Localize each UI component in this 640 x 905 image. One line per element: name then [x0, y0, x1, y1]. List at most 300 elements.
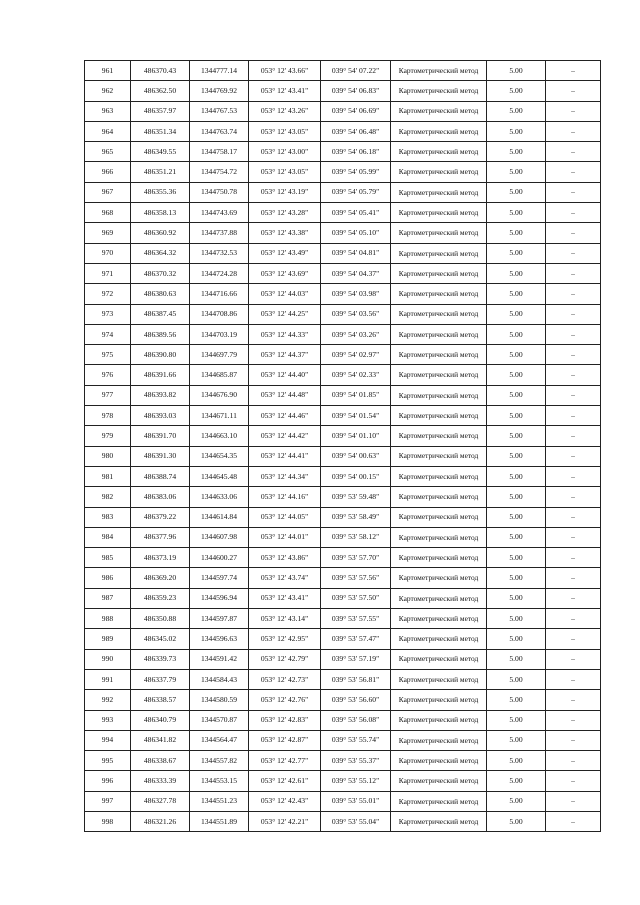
- coord-x-cell: 486349.55: [131, 142, 190, 162]
- table-row: [85, 507, 601, 527]
- note-cell: –: [546, 284, 601, 304]
- table-row: [85, 142, 601, 162]
- coord-y-cell: 1344769.92: [190, 81, 249, 101]
- coord-y-cell: 1344580.59: [190, 690, 249, 710]
- table-row: [85, 791, 601, 811]
- latitude-cell: 053° 12' 43.66": [249, 61, 321, 81]
- method-cell: Картометрический метод: [391, 101, 487, 121]
- table-row: [85, 548, 601, 568]
- accuracy-cell: 5.00: [487, 771, 546, 791]
- coord-y-cell: 1344743.69: [190, 203, 249, 223]
- accuracy-cell: 5.00: [487, 182, 546, 202]
- point-number-cell: 976: [85, 365, 131, 385]
- coord-y-cell: 1344654.35: [190, 446, 249, 466]
- latitude-cell: 053° 12' 42.83": [249, 710, 321, 730]
- point-number-cell: 977: [85, 385, 131, 405]
- method-cell: Картометрический метод: [391, 527, 487, 547]
- note-cell: –: [546, 223, 601, 243]
- coord-x-cell: 486377.96: [131, 527, 190, 547]
- longitude-cell: 039° 53' 55.04": [321, 811, 391, 831]
- accuracy-cell: 5.00: [487, 669, 546, 689]
- table-row: [85, 730, 601, 750]
- point-number-cell: 964: [85, 121, 131, 141]
- method-cell: Картометрический метод: [391, 710, 487, 730]
- method-cell: Картометрический метод: [391, 446, 487, 466]
- method-cell: Картометрический метод: [391, 609, 487, 629]
- note-cell: –: [546, 568, 601, 588]
- note-cell: –: [546, 101, 601, 121]
- longitude-cell: 039° 54' 01.85": [321, 385, 391, 405]
- coord-x-cell: 486340.79: [131, 710, 190, 730]
- latitude-cell: 053° 12' 43.86": [249, 548, 321, 568]
- longitude-cell: 039° 54' 03.26": [321, 324, 391, 344]
- coord-y-cell: 1344758.17: [190, 142, 249, 162]
- method-cell: Картометрический метод: [391, 61, 487, 81]
- note-cell: –: [546, 81, 601, 101]
- coord-y-cell: 1344591.42: [190, 649, 249, 669]
- note-cell: –: [546, 811, 601, 831]
- table-row: [85, 324, 601, 344]
- table-row: [85, 710, 601, 730]
- method-cell: Картометрический метод: [391, 243, 487, 263]
- longitude-cell: 039° 54' 04.37": [321, 263, 391, 283]
- coord-x-cell: 486357.97: [131, 101, 190, 121]
- note-cell: –: [546, 406, 601, 426]
- longitude-cell: 039° 54' 05.41": [321, 203, 391, 223]
- coord-y-cell: 1344596.94: [190, 588, 249, 608]
- accuracy-cell: 5.00: [487, 527, 546, 547]
- latitude-cell: 053° 12' 43.05": [249, 121, 321, 141]
- coord-y-cell: 1344708.86: [190, 304, 249, 324]
- longitude-cell: 039° 53' 55.12": [321, 771, 391, 791]
- method-cell: Картометрический метод: [391, 284, 487, 304]
- coord-x-cell: 486391.30: [131, 446, 190, 466]
- table-row: [85, 81, 601, 101]
- method-cell: Картометрический метод: [391, 548, 487, 568]
- coord-x-cell: 486379.22: [131, 507, 190, 527]
- accuracy-cell: 5.00: [487, 548, 546, 568]
- coordinates-table-body: [85, 61, 601, 832]
- coord-y-cell: 1344777.14: [190, 61, 249, 81]
- accuracy-cell: 5.00: [487, 811, 546, 831]
- accuracy-cell: 5.00: [487, 588, 546, 608]
- longitude-cell: 039° 53' 57.19": [321, 649, 391, 669]
- latitude-cell: 053° 12' 44.16": [249, 487, 321, 507]
- latitude-cell: 053° 12' 44.33": [249, 324, 321, 344]
- coord-x-cell: 486339.73: [131, 649, 190, 669]
- coord-x-cell: 486333.39: [131, 771, 190, 791]
- table-row: [85, 588, 601, 608]
- latitude-cell: 053° 12' 43.00": [249, 142, 321, 162]
- note-cell: –: [546, 426, 601, 446]
- point-number-cell: 997: [85, 791, 131, 811]
- point-number-cell: 978: [85, 406, 131, 426]
- coord-y-cell: 1344716.66: [190, 284, 249, 304]
- table-row: [85, 121, 601, 141]
- note-cell: –: [546, 345, 601, 365]
- method-cell: Картометрический метод: [391, 669, 487, 689]
- latitude-cell: 053° 12' 43.19": [249, 182, 321, 202]
- table-row: [85, 365, 601, 385]
- coord-x-cell: 486345.02: [131, 629, 190, 649]
- latitude-cell: 053° 12' 43.69": [249, 263, 321, 283]
- latitude-cell: 053° 12' 43.26": [249, 101, 321, 121]
- coord-x-cell: 486388.74: [131, 466, 190, 486]
- coord-x-cell: 486387.45: [131, 304, 190, 324]
- table-row: [85, 426, 601, 446]
- latitude-cell: 053° 12' 42.43": [249, 791, 321, 811]
- method-cell: Картометрический метод: [391, 690, 487, 710]
- table-row: [85, 61, 601, 81]
- latitude-cell: 053° 12' 44.01": [249, 527, 321, 547]
- accuracy-cell: 5.00: [487, 345, 546, 365]
- coord-y-cell: 1344597.87: [190, 609, 249, 629]
- note-cell: –: [546, 203, 601, 223]
- accuracy-cell: 5.00: [487, 426, 546, 446]
- point-number-cell: 998: [85, 811, 131, 831]
- coord-y-cell: 1344767.53: [190, 101, 249, 121]
- longitude-cell: 039° 54' 05.10": [321, 223, 391, 243]
- point-number-cell: 961: [85, 61, 131, 81]
- coord-y-cell: 1344570.87: [190, 710, 249, 730]
- accuracy-cell: 5.00: [487, 791, 546, 811]
- accuracy-cell: 5.00: [487, 324, 546, 344]
- method-cell: Картометрический метод: [391, 588, 487, 608]
- accuracy-cell: 5.00: [487, 101, 546, 121]
- latitude-cell: 053° 12' 44.34": [249, 466, 321, 486]
- note-cell: –: [546, 751, 601, 771]
- point-number-cell: 987: [85, 588, 131, 608]
- table-row: [85, 771, 601, 791]
- method-cell: Картометрический метод: [391, 466, 487, 486]
- latitude-cell: 053° 12' 44.46": [249, 406, 321, 426]
- latitude-cell: 053° 12' 42.76": [249, 690, 321, 710]
- latitude-cell: 053° 12' 42.77": [249, 751, 321, 771]
- longitude-cell: 039° 53' 56.08": [321, 710, 391, 730]
- latitude-cell: 053° 12' 42.21": [249, 811, 321, 831]
- accuracy-cell: 5.00: [487, 406, 546, 426]
- table-row: [85, 811, 601, 831]
- method-cell: Картометрический метод: [391, 406, 487, 426]
- accuracy-cell: 5.00: [487, 629, 546, 649]
- method-cell: Картометрический метод: [391, 568, 487, 588]
- table-row: [85, 304, 601, 324]
- coord-x-cell: 486341.82: [131, 730, 190, 750]
- coord-x-cell: 486359.23: [131, 588, 190, 608]
- note-cell: –: [546, 162, 601, 182]
- latitude-cell: 053° 12' 44.03": [249, 284, 321, 304]
- accuracy-cell: 5.00: [487, 690, 546, 710]
- table-row: [85, 162, 601, 182]
- coord-x-cell: 486391.70: [131, 426, 190, 446]
- point-number-cell: 966: [85, 162, 131, 182]
- accuracy-cell: 5.00: [487, 203, 546, 223]
- accuracy-cell: 5.00: [487, 446, 546, 466]
- note-cell: –: [546, 771, 601, 791]
- point-number-cell: 975: [85, 345, 131, 365]
- method-cell: Картометрический метод: [391, 811, 487, 831]
- note-cell: –: [546, 609, 601, 629]
- longitude-cell: 039° 54' 03.56": [321, 304, 391, 324]
- coord-x-cell: 486393.03: [131, 406, 190, 426]
- coord-y-cell: 1344584.43: [190, 669, 249, 689]
- coord-y-cell: 1344600.27: [190, 548, 249, 568]
- method-cell: Картометрический метод: [391, 81, 487, 101]
- point-number-cell: 990: [85, 649, 131, 669]
- accuracy-cell: 5.00: [487, 243, 546, 263]
- latitude-cell: 053° 12' 42.79": [249, 649, 321, 669]
- coord-y-cell: 1344557.82: [190, 751, 249, 771]
- coord-x-cell: 486327.78: [131, 791, 190, 811]
- longitude-cell: 039° 54' 00.63": [321, 446, 391, 466]
- method-cell: Картометрический метод: [391, 426, 487, 446]
- note-cell: –: [546, 690, 601, 710]
- coord-y-cell: 1344724.28: [190, 263, 249, 283]
- method-cell: Картометрический метод: [391, 182, 487, 202]
- longitude-cell: 039° 53' 58.12": [321, 527, 391, 547]
- accuracy-cell: 5.00: [487, 609, 546, 629]
- note-cell: –: [546, 243, 601, 263]
- method-cell: Картометрический метод: [391, 324, 487, 344]
- coord-y-cell: 1344551.89: [190, 811, 249, 831]
- method-cell: Картометрический метод: [391, 223, 487, 243]
- longitude-cell: 039° 54' 01.10": [321, 426, 391, 446]
- note-cell: –: [546, 385, 601, 405]
- coord-y-cell: 1344597.74: [190, 568, 249, 588]
- longitude-cell: 039° 54' 06.83": [321, 81, 391, 101]
- coord-y-cell: 1344633.06: [190, 487, 249, 507]
- longitude-cell: 039° 54' 05.99": [321, 162, 391, 182]
- point-number-cell: 988: [85, 609, 131, 629]
- table-row: [85, 182, 601, 202]
- longitude-cell: 039° 54' 02.97": [321, 345, 391, 365]
- coord-x-cell: 486351.34: [131, 121, 190, 141]
- note-cell: –: [546, 304, 601, 324]
- method-cell: Картометрический метод: [391, 487, 487, 507]
- coord-x-cell: 486391.66: [131, 365, 190, 385]
- coord-y-cell: 1344645.48: [190, 466, 249, 486]
- coord-y-cell: 1344676.90: [190, 385, 249, 405]
- longitude-cell: 039° 54' 07.22": [321, 61, 391, 81]
- point-number-cell: 983: [85, 507, 131, 527]
- coord-y-cell: 1344697.79: [190, 345, 249, 365]
- method-cell: Картометрический метод: [391, 263, 487, 283]
- note-cell: –: [546, 527, 601, 547]
- accuracy-cell: 5.00: [487, 710, 546, 730]
- accuracy-cell: 5.00: [487, 649, 546, 669]
- point-number-cell: 962: [85, 81, 131, 101]
- latitude-cell: 053° 12' 43.74": [249, 568, 321, 588]
- table-row: [85, 629, 601, 649]
- accuracy-cell: 5.00: [487, 730, 546, 750]
- accuracy-cell: 5.00: [487, 365, 546, 385]
- method-cell: Картометрический метод: [391, 121, 487, 141]
- longitude-cell: 039° 54' 01.54": [321, 406, 391, 426]
- latitude-cell: 053° 12' 44.05": [249, 507, 321, 527]
- coord-x-cell: 486355.36: [131, 182, 190, 202]
- note-cell: –: [546, 730, 601, 750]
- note-cell: –: [546, 487, 601, 507]
- note-cell: –: [546, 710, 601, 730]
- table-row: [85, 751, 601, 771]
- coord-x-cell: 486393.82: [131, 385, 190, 405]
- accuracy-cell: 5.00: [487, 751, 546, 771]
- coord-y-cell: 1344750.78: [190, 182, 249, 202]
- latitude-cell: 053° 12' 43.28": [249, 203, 321, 223]
- latitude-cell: 053° 12' 42.87": [249, 730, 321, 750]
- accuracy-cell: 5.00: [487, 568, 546, 588]
- longitude-cell: 039° 53' 55.37": [321, 751, 391, 771]
- point-number-cell: 963: [85, 101, 131, 121]
- accuracy-cell: 5.00: [487, 385, 546, 405]
- method-cell: Картометрический метод: [391, 162, 487, 182]
- table-row: [85, 345, 601, 365]
- method-cell: Картометрический метод: [391, 142, 487, 162]
- longitude-cell: 039° 54' 06.18": [321, 142, 391, 162]
- coord-y-cell: 1344703.19: [190, 324, 249, 344]
- note-cell: –: [546, 263, 601, 283]
- coord-y-cell: 1344663.10: [190, 426, 249, 446]
- point-number-cell: 982: [85, 487, 131, 507]
- longitude-cell: 039° 54' 00.15": [321, 466, 391, 486]
- latitude-cell: 053° 12' 43.41": [249, 588, 321, 608]
- latitude-cell: 053° 12' 44.41": [249, 446, 321, 466]
- note-cell: –: [546, 629, 601, 649]
- coord-y-cell: 1344763.74: [190, 121, 249, 141]
- method-cell: Картометрический метод: [391, 345, 487, 365]
- table-row: [85, 406, 601, 426]
- longitude-cell: 039° 53' 56.60": [321, 690, 391, 710]
- longitude-cell: 039° 54' 05.79": [321, 182, 391, 202]
- longitude-cell: 039° 53' 57.55": [321, 609, 391, 629]
- method-cell: Картометрический метод: [391, 385, 487, 405]
- point-number-cell: 994: [85, 730, 131, 750]
- latitude-cell: 053° 12' 43.14": [249, 609, 321, 629]
- table-row: [85, 101, 601, 121]
- coord-x-cell: 486350.88: [131, 609, 190, 629]
- longitude-cell: 039° 53' 55.01": [321, 791, 391, 811]
- coord-x-cell: 486360.92: [131, 223, 190, 243]
- longitude-cell: 039° 53' 59.48": [321, 487, 391, 507]
- coord-y-cell: 1344614.84: [190, 507, 249, 527]
- latitude-cell: 053° 12' 44.48": [249, 385, 321, 405]
- note-cell: –: [546, 791, 601, 811]
- accuracy-cell: 5.00: [487, 263, 546, 283]
- table-row: [85, 487, 601, 507]
- table-row: [85, 649, 601, 669]
- method-cell: Картометрический метод: [391, 507, 487, 527]
- point-number-cell: 985: [85, 548, 131, 568]
- table-row: [85, 385, 601, 405]
- point-number-cell: 981: [85, 466, 131, 486]
- note-cell: –: [546, 548, 601, 568]
- note-cell: –: [546, 507, 601, 527]
- note-cell: –: [546, 324, 601, 344]
- accuracy-cell: 5.00: [487, 121, 546, 141]
- note-cell: –: [546, 649, 601, 669]
- latitude-cell: 053° 12' 43.38": [249, 223, 321, 243]
- longitude-cell: 039° 53' 57.56": [321, 568, 391, 588]
- coord-y-cell: 1344607.98: [190, 527, 249, 547]
- coord-y-cell: 1344596.63: [190, 629, 249, 649]
- point-number-cell: 995: [85, 751, 131, 771]
- accuracy-cell: 5.00: [487, 304, 546, 324]
- coord-x-cell: 486362.50: [131, 81, 190, 101]
- point-number-cell: 972: [85, 284, 131, 304]
- latitude-cell: 053° 12' 44.37": [249, 345, 321, 365]
- method-cell: Картометрический метод: [391, 771, 487, 791]
- note-cell: –: [546, 588, 601, 608]
- coord-x-cell: 486369.20: [131, 568, 190, 588]
- table-row: [85, 466, 601, 486]
- method-cell: Картометрический метод: [391, 730, 487, 750]
- note-cell: –: [546, 446, 601, 466]
- coord-y-cell: 1344553.15: [190, 771, 249, 791]
- coord-x-cell: 486390.80: [131, 345, 190, 365]
- table-row: [85, 223, 601, 243]
- longitude-cell: 039° 53' 56.81": [321, 669, 391, 689]
- latitude-cell: 053° 12' 43.41": [249, 81, 321, 101]
- table-row: [85, 568, 601, 588]
- point-number-cell: 967: [85, 182, 131, 202]
- table-row: [85, 446, 601, 466]
- note-cell: –: [546, 365, 601, 385]
- accuracy-cell: 5.00: [487, 162, 546, 182]
- method-cell: Картометрический метод: [391, 649, 487, 669]
- coord-y-cell: 1344671.11: [190, 406, 249, 426]
- latitude-cell: 053° 12' 43.05": [249, 162, 321, 182]
- note-cell: –: [546, 61, 601, 81]
- point-number-cell: 968: [85, 203, 131, 223]
- point-number-cell: 974: [85, 324, 131, 344]
- point-number-cell: 991: [85, 669, 131, 689]
- latitude-cell: 053° 12' 42.95": [249, 629, 321, 649]
- point-number-cell: 993: [85, 710, 131, 730]
- accuracy-cell: 5.00: [487, 61, 546, 81]
- table-row: [85, 243, 601, 263]
- coord-x-cell: 486358.13: [131, 203, 190, 223]
- coord-x-cell: 486351.21: [131, 162, 190, 182]
- method-cell: Картометрический метод: [391, 751, 487, 771]
- coord-x-cell: 486364.32: [131, 243, 190, 263]
- latitude-cell: 053° 12' 44.25": [249, 304, 321, 324]
- table-row: [85, 669, 601, 689]
- point-number-cell: 971: [85, 263, 131, 283]
- note-cell: –: [546, 142, 601, 162]
- latitude-cell: 053° 12' 42.73": [249, 669, 321, 689]
- coord-x-cell: 486383.06: [131, 487, 190, 507]
- longitude-cell: 039° 53' 57.70": [321, 548, 391, 568]
- accuracy-cell: 5.00: [487, 223, 546, 243]
- point-number-cell: 992: [85, 690, 131, 710]
- longitude-cell: 039° 54' 02.33": [321, 365, 391, 385]
- method-cell: Картометрический метод: [391, 203, 487, 223]
- longitude-cell: 039° 54' 04.81": [321, 243, 391, 263]
- coord-x-cell: 486389.56: [131, 324, 190, 344]
- longitude-cell: 039° 54' 06.69": [321, 101, 391, 121]
- accuracy-cell: 5.00: [487, 284, 546, 304]
- point-number-cell: 970: [85, 243, 131, 263]
- method-cell: Картометрический метод: [391, 791, 487, 811]
- point-number-cell: 980: [85, 446, 131, 466]
- method-cell: Картометрический метод: [391, 365, 487, 385]
- note-cell: –: [546, 182, 601, 202]
- coord-y-cell: 1344732.53: [190, 243, 249, 263]
- table-row: [85, 263, 601, 283]
- point-number-cell: 969: [85, 223, 131, 243]
- accuracy-cell: 5.00: [487, 142, 546, 162]
- coord-x-cell: 486321.26: [131, 811, 190, 831]
